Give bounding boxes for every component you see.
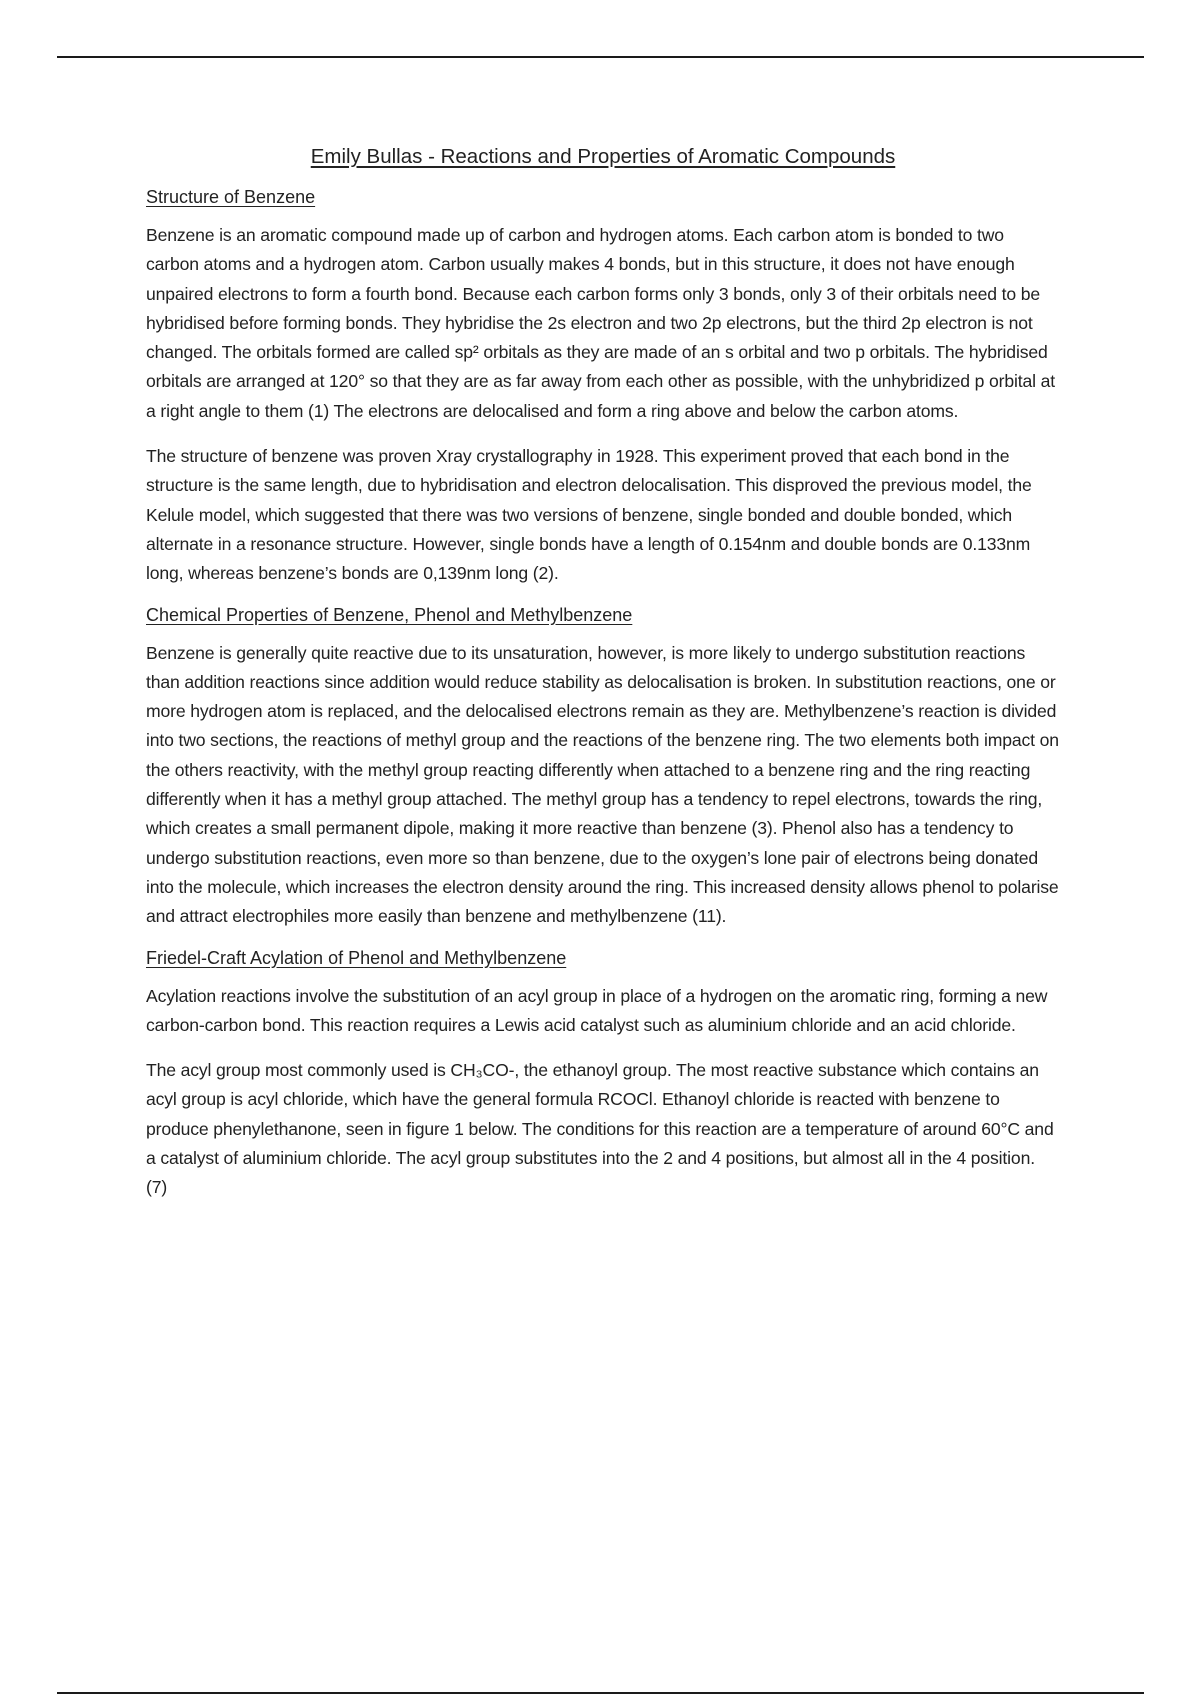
section-structure-of-benzene	[146, 187, 1060, 589]
section-heading: Chemical Properties of Benzene, Phenol and Methylbenzene	[146, 604, 633, 625]
document-title: Emily Bullas - Reactions and Properties of Aromatic Compounds	[310, 145, 896, 168]
section-heading: Friedel-Craft Acylation of Phenol and Methylbenzene	[146, 947, 567, 968]
document-body	[146, 145, 1060, 1219]
paragraph: The structure of benzene was proven Xray crystallography in 1928. This experiment proved that each bond in the structure is the same length, due to hybridisation and electron delocalisation. This disproved the previous model, the Kelule model, which suggested that there was two versions of benzene, single bonded and double bonded, which alternate in a resonance structure. However, single bonds have a length of 0.154nm and double bonds are 0.133nm long, whereas benzene’s bonds are 0,139nm long (2).	[146, 446, 1032, 584]
footer-rule	[57, 1692, 1144, 1694]
paragraph: Benzene is generally quite reactive due to its unsaturation, however, is more likely to undergo substitution reactions than addition reactions since addition would reduce stability as delocalisation is broken. In substitution reactions, one or more hydrogen atom is replaced, and the delocalised electrons remain as they are. Methylbenzene’s reaction is divided into two sections, the reactions of methyl group and the reactions of the benzene ring. The two elements both impact on the others reactivity, with the methyl group reacting differently when attached to a benzene ring and the ring reacting differently when it has a methyl group attached. The methyl group has a tendency to repel electrons, towards the ring, which creates a small permanent dipole, making it more reactive than benzene (3). Phenol also has a tendency to undergo substitution reactions, even more so than benzene, due to the oxygen’s lone pair of electrons being donated into the molecule, which increases the electron density around the ring. This increased density allows phenol to polarise and attract electrophiles more easily than benzene and methylbenzene (11).	[146, 642, 1059, 927]
section-heading: Structure of Benzene	[146, 187, 316, 207]
header-rule	[57, 56, 1144, 58]
section-chemical-properties	[146, 605, 1060, 932]
paragraph: Benzene is an aromatic compound made up of carbon and hydrogen atoms. Each carbon atom is bonded to two carbon atoms and a hydrogen atom. Carbon usually makes 4 bonds, but in this structure, it does not have enough unpaired electrons to form a fourth bond. Because each carbon forms only 3 bonds, only 3 of their orbitals need to be hybridised before forming bonds. They hybridise the 2s electron and two 2p electrons, but the third 2p electron is not changed. The orbitals formed are called sp² orbitals as they are made of an s orbital and two p orbitals. The hybridised orbitals are arranged at 120° so that they are as far away from each other as possible, with the unhybridized p orbital at a right angle to them (1) The electrons are delocalised and form a ring above and below the carbon atoms.	[146, 225, 1056, 421]
section-friedel-craft-acylation	[146, 948, 1060, 1203]
paragraph: The acyl group most commonly used is CH₃CO-, the ethanoyl group. The most reactive substance which contains an acyl group is acyl chloride, which have the general formula RCOCl. Ethanoyl chloride is reacted with benzene to produce phenylethanone, seen in figure 1 below. The conditions for this reaction are a temperature of around 60°C and a catalyst of aluminium chloride. The acyl group substitutes into the 2 and 4 positions, but almost all in the 4 position. (7)	[146, 1060, 1054, 1198]
paragraph: Acylation reactions involve the substitution of an acyl group in place of a hydrogen on the aromatic ring, forming a new carbon-carbon bond. This reaction requires a Lewis acid catalyst such as aluminium chloride and an acid chloride.	[146, 985, 1048, 1035]
